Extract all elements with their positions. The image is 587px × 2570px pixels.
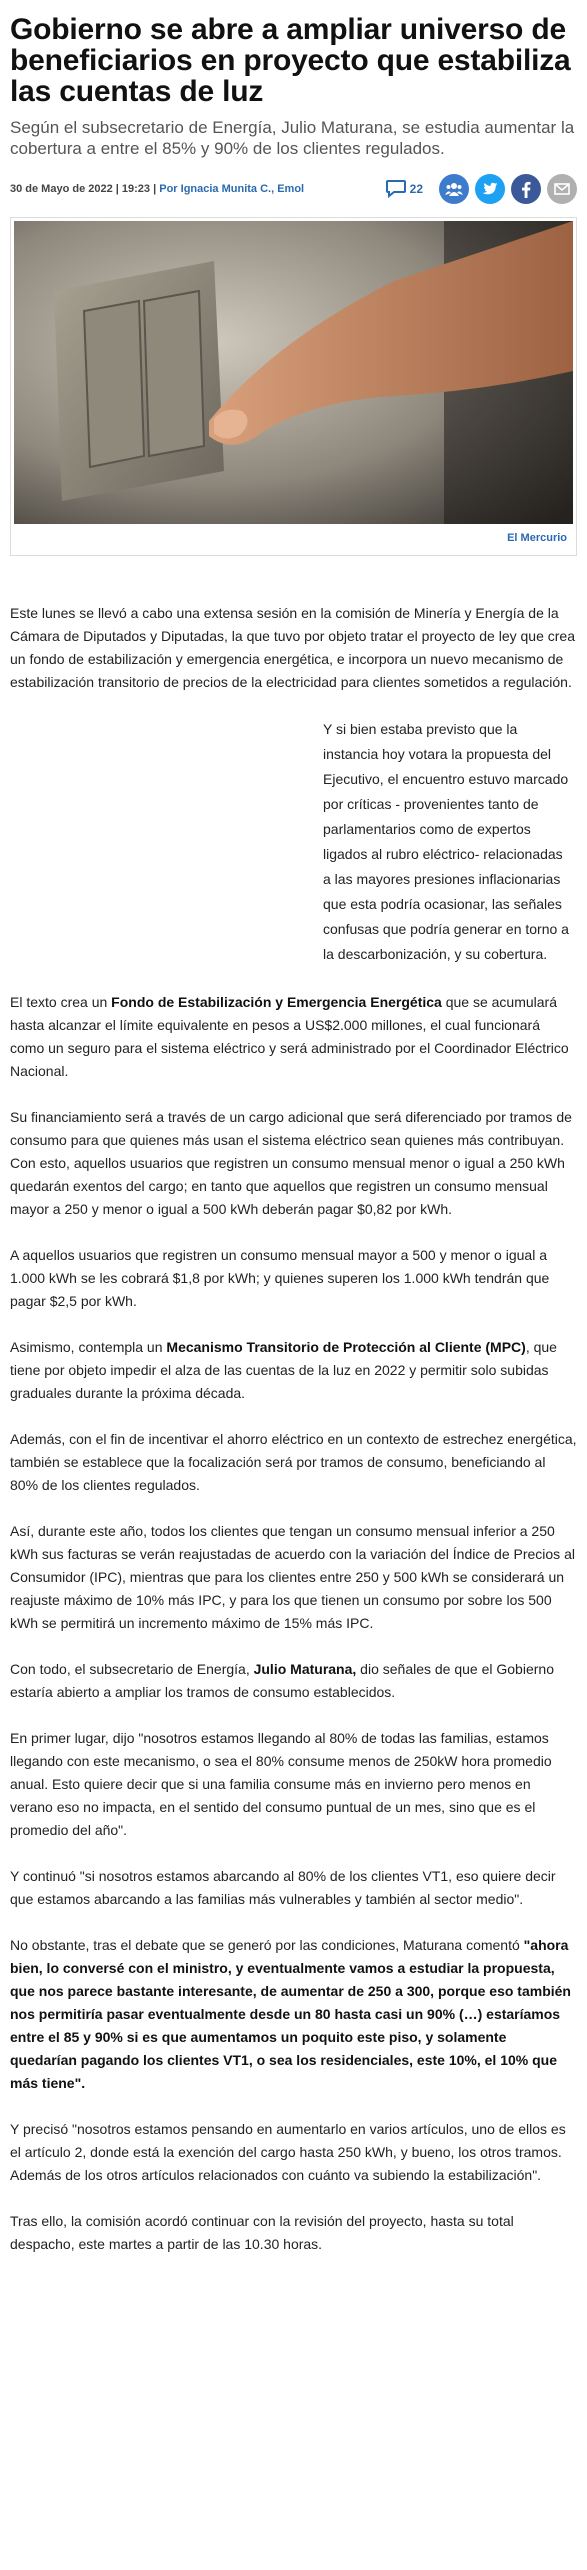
paragraph-7: Así, durante este año, todos los clientes que tengan un consumo mensual inferior a 250 kWh sus facturas se verán reajustadas de acuerdo con la variación del Índice de Precios al Consumidor (IPC), mientras que para los clientes entre 250 y 500 kWh se considerará un reajuste máximo de 10% más IPC, y para los que tienen un consumo por sobre los 500 kWh se permitirá un incremento máximo de 15% más IPC. xyxy=(10,1523,575,1631)
bold-person-name: Julio Maturana, xyxy=(253,1661,357,1677)
article-summary: Según el subsecretario de Energía, Julio Maturana, se estudia aumentar la cobertura a entre el 85% y 90% de los clientes regulados. xyxy=(10,118,575,158)
paragraph-4: A aquellos usuarios que registren un consumo mensual mayor a 500 y menor o igual a 1.000 kWh se les cobrará $1,8 por kWh; y quienes superen los 1.000 kWh tendrán que pagar $2,5 por kWh. xyxy=(10,1247,550,1309)
paragraph-11: No obstante, tras el debate que se generó por las condiciones, Maturana comentó "ahora bien, lo conversé con el ministro, y eventualmente vamos a estudiar la propuesta, que nos parece bastante interesante, de aumentar de 250 a 300, porque eso también nos permitiría pasar eventualmente desde un 80 hasta casi un 90% (…) estaríamos entre el 85 y 90% si es que aumentamos un poquito este piso, y solamente quedarían pagando los clientes VT1, o sea los residenciales, este 10%, el 10% que más tiene". xyxy=(10,1937,571,2091)
bold-fund-name: Fondo de Estabilización y Emergencia Energética xyxy=(111,994,442,1010)
paragraph-5: Asimismo, contempla un Mecanismo Transitorio de Protección al Cliente (MPC), que tiene por objeto impedir el alza de las cuentas de la luz en 2022 y permitir solo subidas graduales durante la próxima década. xyxy=(10,1339,557,1401)
people-icon xyxy=(445,181,463,197)
light-switch-photo xyxy=(14,221,573,524)
pullquote: Y si bien estaba previsto que la instancia hoy votara la propuesta del Ejecutivo, el encuentro estuvo marcado por críticas - provenientes tanto de parlamentarios como de expertos ligados al rubro eléctrico- relacionadas a las mayores presiones inflacionarias que esta podría ocasionar, las señales confusas que podría generar en torno a la descarbonización, y su cobertura. xyxy=(323,721,569,962)
publish-date: 30 de Mayo de 2022 | 19:23 | xyxy=(10,183,160,195)
facebook-icon xyxy=(521,181,531,198)
photo-caption: El Mercurio xyxy=(507,532,567,544)
article-photo xyxy=(10,217,577,556)
paragraph-6: Además, con el fin de incentivar el ahorro eléctrico en un contexto de estrechez energética, también se establece que la focalización será por tramos de consumo, beneficiando al 80% de los clientes regulados. xyxy=(10,1431,577,1493)
comments-button[interactable] xyxy=(385,179,423,199)
share-actions xyxy=(385,174,577,204)
paragraph-13: Tras ello, la comisión acordó continuar con la revisión del proyecto, hasta su total despacho, este martes a partir de las 10.30 horas. xyxy=(10,2213,514,2252)
paragraph-12: Y precisó "nosotros estamos pensando en aumentarlo en varios artículos, uno de ellos es el artículo 2, donde está la exención del cargo hasta 250 kWh, y bueno, los otros tramos. Además de los otros artículos relacionados con cuánto va subiendo la estabilización". xyxy=(10,2121,566,2183)
article-meta-row xyxy=(10,169,577,209)
bold-mechanism-name: Mecanismo Transitorio de Protección al Cliente (MPC) xyxy=(166,1339,526,1355)
bold-quote: "ahora bien, lo conversé con el ministro, y eventualmente vamos a estudiar la propuesta, que nos parece bastante interesante, de aumentar de 250 a 300, porque eso también nos permitiría pasar eventualmente desde un 80 hasta casi un 90% (…) estaríamos entre el 85 y 90% si es que aumentamos un poquito este piso, y solamente quedarían pagando los clientes VT1, o sea los residenciales, este 10%, el 10% que más tiene". xyxy=(10,1937,571,2091)
paragraph-8: Con todo, el subsecretario de Energía, Julio Maturana, dio señales de que el Gobierno estaría abierto a ampliar los tramos de consumo establecidos. xyxy=(10,1661,554,1700)
paragraph-3: Su financiamiento será a través de un cargo adicional que será diferenciado por tramos de consumo para que quienes más usan el sistema eléctrico sean quienes más contribuyan. Con esto, aquellos usuarios que registren un consumo mensual menor o igual a 250 kWh quedarán exentos del cargo; en tanto que aquellos que registren un consumo mensual mayor a 250 y menor o igual a 500 kWh deberán pagar $0,82 por kWh. xyxy=(10,1109,572,1217)
author-link[interactable]: Por Ignacia Munita C., Emol xyxy=(159,183,305,195)
paragraph-9: En primer lugar, dijo "nosotros estamos llegando al 80% de todas las familias, estamos llegando con este mecanismo, o sea el 80% consume menos de 250kW hora promedio anual. Esto quiere decir que si una familia consume más en invierno pero menos en verano eso no impacta, en el sentido del consumo puntual de un mes, sino que es el promedio del año". xyxy=(10,1730,552,1838)
comment-count: 22 xyxy=(409,182,423,196)
share-twitter-button[interactable] xyxy=(475,174,505,204)
paragraph-10: Y continuó "si nosotros estamos abarcando al 80% de los clientes VT1, eso quiere decir que estamos abarcando a las familias más vulnerables y también al sector medio". xyxy=(10,1868,556,1907)
twitter-icon xyxy=(482,182,498,196)
byline xyxy=(10,183,304,195)
paragraph-2: El texto crea un Fondo de Estabilización y Emergencia Energética que se acumulará hasta alcanzar el límite equivalente en pesos a US$2.000 millones, el cual funcionará como un seguro para el sistema eléctrico y será administrado por el Coordinador Eléctrico Nacional. xyxy=(10,994,569,1079)
share-mail-button[interactable] xyxy=(547,174,577,204)
comment-bubble-icon xyxy=(385,179,407,199)
share-facebook-button[interactable] xyxy=(511,174,541,204)
paragraph-1: Este lunes se llevó a cabo una extensa sesión en la comisión de Minería y Energía de la Cámara de Diputados y Diputadas, la que tuvo por objeto tratar el proyecto de ley que crea un fondo de estabilización y emergencia energética, e incorpora un nuevo mecanismo de estabilización transitorio de precios de la electricidad para clientes sometidos a regulación. xyxy=(10,605,575,690)
share-people-button[interactable] xyxy=(439,174,469,204)
headline: Gobierno se abre a ampliar universo de beneficiarios en proyecto que estabiliza las cuentas de luz xyxy=(10,13,571,108)
mail-icon xyxy=(554,183,570,195)
